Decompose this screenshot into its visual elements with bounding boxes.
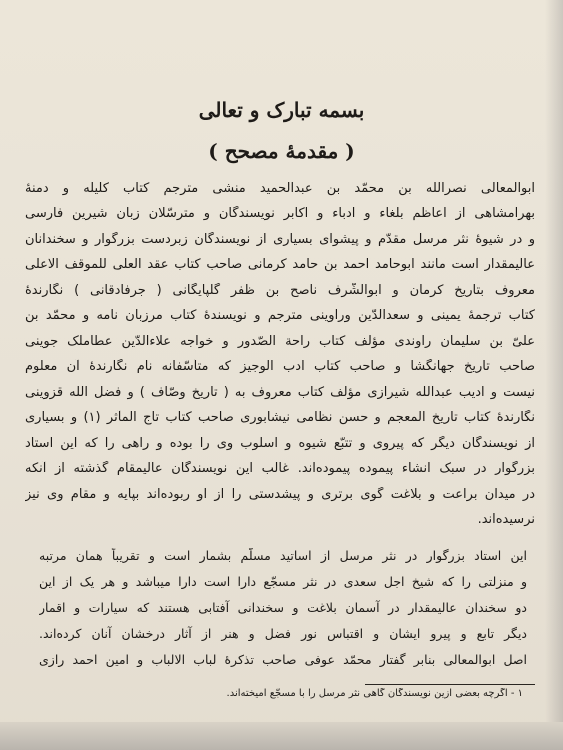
text-line: و منزلتی را که شیخ اجل سعدی در نثر مسجّع دارا است دارا میباشد و هر یک از این xyxy=(39,574,527,589)
text-line: اصل ابوالمعالی بنابر گفتار محمّد عوفی صاحب تذکرهٔ لباب الالباب و امین احمد رازی xyxy=(39,652,527,667)
text-line: این استاد بزرگوار در نثر مرسل از اساتید مسلّم بشمار است و تقریباً همان مرتبه xyxy=(39,548,527,563)
text-line: بزرگوار در سبک انشاء پیموده پیموده‌اند. غالب این نویسندگان عالیمقام گذشته از آنکه xyxy=(25,461,535,476)
text-line: معروف بتاریخ کرمان و ابوالشّرف ناصح بن ظفر گلپایگانی ( جرفادقانی ) نگارندهٔ xyxy=(25,283,535,298)
text-line: نگارندهٔ کتاب تاریخ المعجم و حسن نظامی نیشابوری صاحب کتاب تاج المآثر (۱) و بسیاری xyxy=(25,410,535,425)
text-line: دو سخندان عالیمقدار در آسمان بلاغت و سخندانی آفتابی هستند که سیارات و اقمار xyxy=(39,600,527,615)
text-line: کتاب ترجمهٔ یمینی و سعدالدّین وراوینی مترجم و نویسندهٔ کتاب مرزبان نامه و محمّد بن xyxy=(25,308,535,323)
page-title: ( مقدمهٔ مصحح ) xyxy=(208,139,355,163)
text-line: در میدان براعت و بلاغت گوی برتری و پیشدستی را از او ربوده‌اند بپایه و مقام وی نیز xyxy=(25,487,535,502)
text-line: بهرامشاهی از اعاظم بلغاء و ادباء و اکابر نویسندگان و مترسّلان زبان شیرین فارسی xyxy=(25,206,535,221)
text-line: نرسیده‌اند. xyxy=(477,512,535,527)
text-line: دیگر تابع و پیرو ایشان و اقتباس نور فضل و هنر از آثار درخشان آنان کرده‌اند. xyxy=(39,626,527,641)
text-line: نیست و ادیب عبدالله شیرازی مؤلّف کتاب معروف به ( تاریخ وصّاف ) و فضل الله قزوینی xyxy=(25,385,535,400)
text-line: عالیمقدار است مانند ابوحامد احمد بن حامد کرمانی صاحب کتاب عقد العلی للموقف الاعلی xyxy=(25,257,535,272)
text-line: از نویسندگان دیگر که پیروی و تتبّع شیوه و اسلوب وی را بوده و راهی را که این استاد xyxy=(25,436,535,451)
text-line: ابوالمعالی نصرالله بن محمّد بن عبدالحمید منشی مترجم کتاب کلیله و دمنهٔ xyxy=(25,181,535,196)
basmala-heading: بسمه تبارک و تعالی xyxy=(198,98,365,122)
footnote: ۱ - اگرچه بعضی ازین نویسندگان گاهی نثر مرسل را با مسجّع آمیخته‌اند. xyxy=(226,688,523,699)
text-line: صاحب تاریخ جهانگشا و صاحب کتاب ادب الوجیز که متأسّفانه نام نگارندهٔ آن معلوم xyxy=(25,359,535,374)
text-line: علیّ بن سلیمان راوندی مؤلّف کتاب راحة الصّدور و خواجه علاءالدّین عطاملک جوینی xyxy=(25,334,535,349)
text-line: و در شیوهٔ نثر مرسل مقدّم و پیشوای بسیاری از نویسندگان زبردست بزرگوار و سخندانان xyxy=(25,232,535,247)
footnote-rule xyxy=(365,684,535,685)
